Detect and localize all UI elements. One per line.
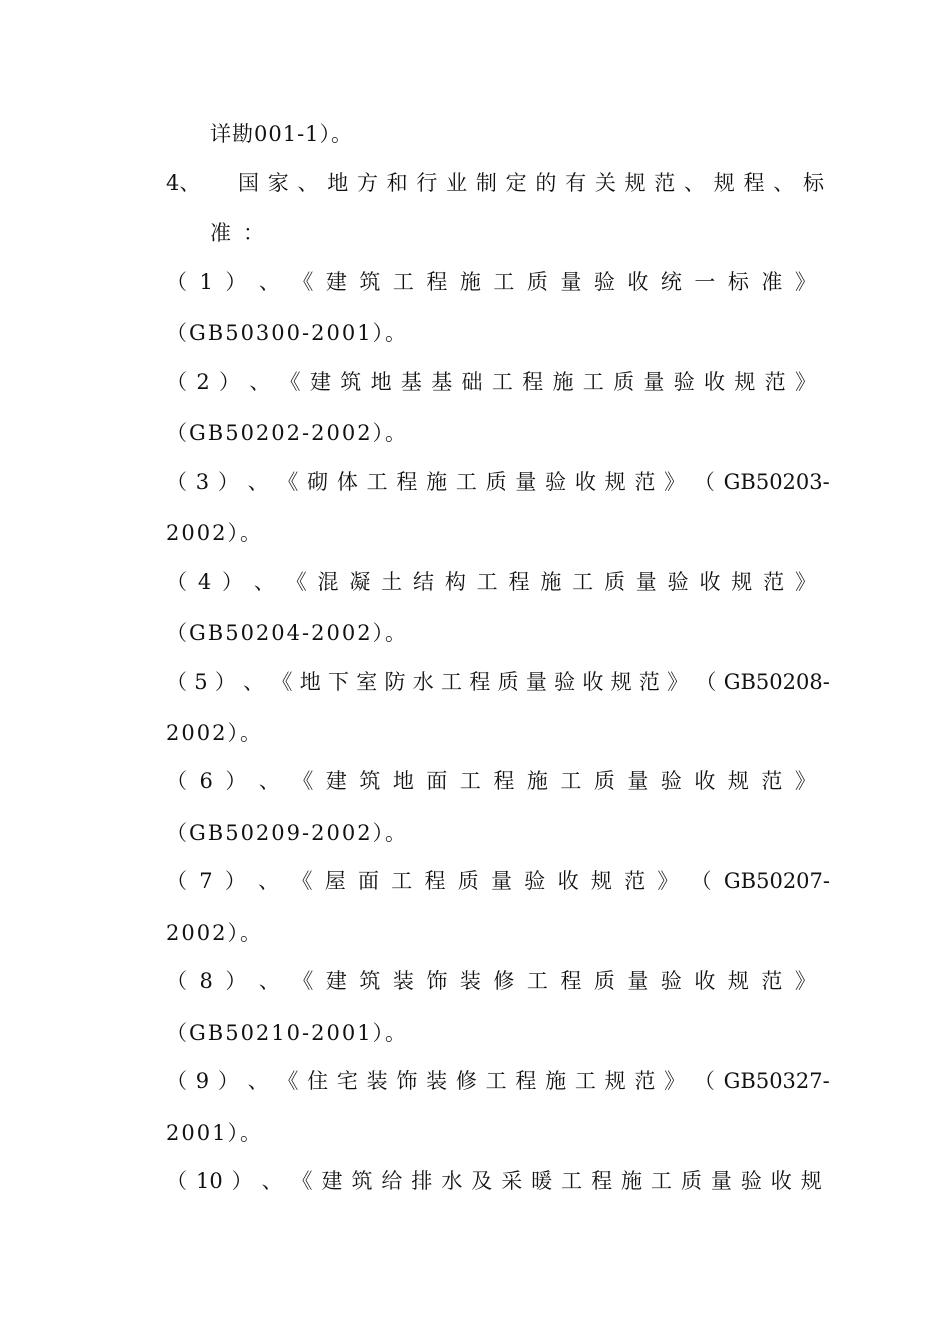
text-line-item-5: （ 5 ） 、 《 地 下 室 防 水 工 程 质 量 验 收 规 范 》 （ GB50208- — [166, 670, 830, 694]
text-line-item-8-code: （GB50210-2001）。 — [166, 1021, 409, 1045]
text-line-item-2-code: （GB50202-2002）。 — [166, 421, 409, 445]
text-line-item-1-code: （GB50300-2001）。 — [166, 321, 409, 345]
list-number-4: 4、 — [166, 171, 201, 195]
text-line-item-1: （ 1 ） 、 《 建 筑 工 程 施 工 质 量 验 收 统 一 标 准 》 — [166, 270, 816, 294]
text-line-item-6: （ 6 ） 、 《 建 筑 地 面 工 程 施 工 质 量 验 收 规 范 》 — [166, 769, 816, 793]
text-line-item-4: （ 4 ） 、 《 混 凝 土 结 构 工 程 施 工 质 量 验 收 规 范 》 — [166, 570, 816, 594]
text-line-continuation: 详勘001-1）。 — [210, 122, 354, 146]
text-line-item-5-year: 2002）。 — [166, 721, 263, 745]
text-line-item-7-year: 2002）。 — [166, 921, 263, 945]
text-line-item-10: （ 10 ） 、 《 建 筑 给 排 水 及 采 暖 工 程 施 工 质 量 验 收 规 — [166, 1169, 822, 1193]
text-line-heading: 国 家 、 地 方 和 行 业 制 定 的 有 关 规 范 、 规 程 、 标 — [238, 171, 824, 195]
text-line-item-3: （ 3 ） 、 《 砌 体 工 程 施 工 质 量 验 收 规 范 》 （ GB50203- — [166, 470, 830, 494]
text-line-item-3-year: 2002）。 — [166, 521, 263, 545]
text-line-item-6-code: （GB50209-2002）。 — [166, 821, 409, 845]
text-line-item-9-year: 2001）。 — [166, 1121, 263, 1145]
text-line-item-2: （ 2 ） 、 《 建 筑 地 基 基 础 工 程 施 工 质 量 验 收 规 范 》 — [166, 370, 816, 394]
text-line-item-9: （ 9 ） 、 《 住 宅 装 饰 装 修 工 程 施 工 规 范 》 （ GB50327- — [166, 1069, 830, 1093]
text-line-item-8: （ 8 ） 、 《 建 筑 装 饰 装 修 工 程 质 量 验 收 规 范 》 — [166, 969, 816, 993]
text-line-item-4-code: （GB50204-2002）。 — [166, 621, 409, 645]
text-line-heading-end: 准： — [210, 221, 276, 245]
text-line-item-7: （ 7 ） 、 《 屋 面 工 程 质 量 验 收 规 范 》 （ GB50207- — [166, 869, 830, 893]
